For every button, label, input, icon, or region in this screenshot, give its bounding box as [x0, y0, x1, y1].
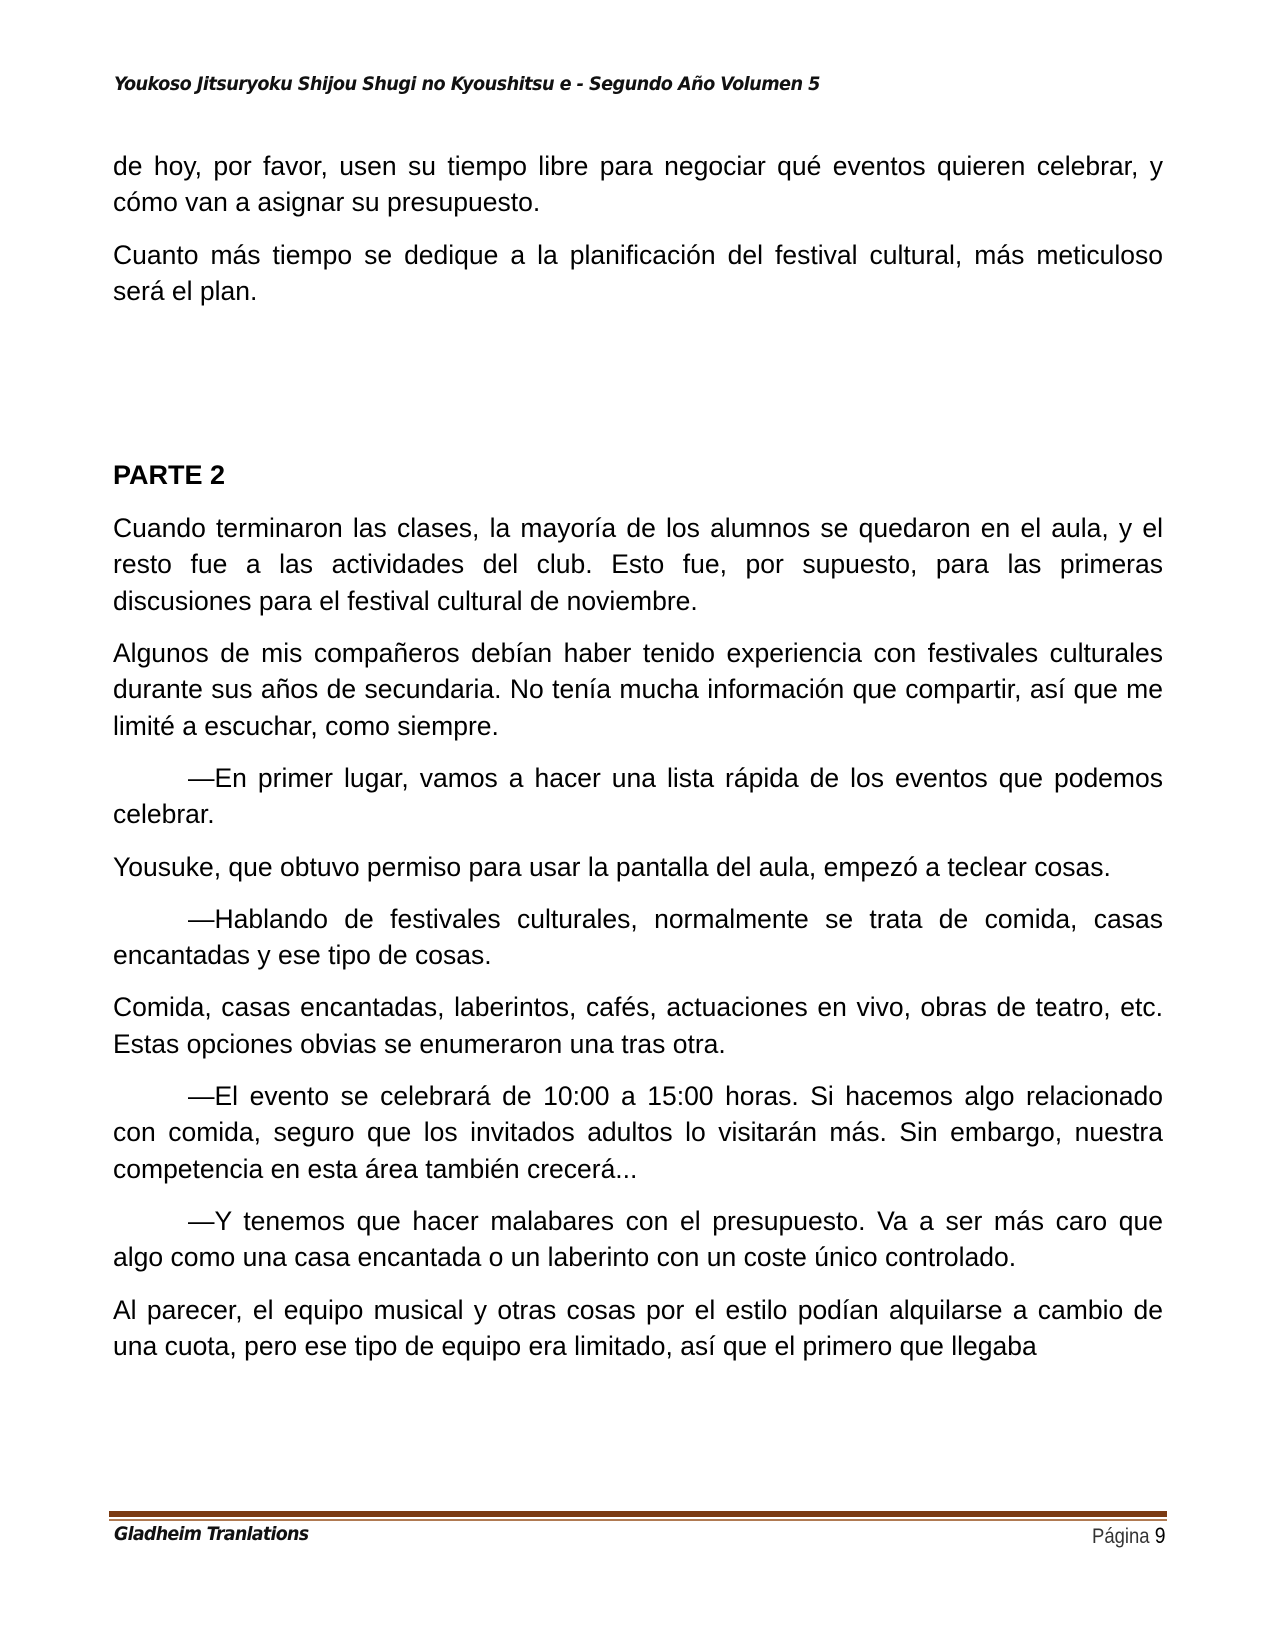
- page-number: 9: [1154, 1523, 1165, 1548]
- footer-credit: Gladheim Tranlations: [114, 1523, 309, 1545]
- dialogue-paragraph: —El evento se celebrará de 10:00 a 15:00 horas. Si hacemos algo relacionado con comida, seguro que los invitados adultos lo visitarán más. Sin embargo, nuestra competencia en esta área también crecerá...: [113, 1081, 1163, 1184]
- paragraph: Yousuke, que obtuvo permiso para usar la pantalla del aula, empezó a teclear cosas.: [113, 851, 1111, 882]
- paragraph: Cuando terminaron las clases, la mayoría de los alumnos se quedaron en el aula, y el resto fue a las actividades del club. Esto fue, por supuesto, para las primeras discusiones para el festival cultural de noviembre.: [113, 513, 1163, 616]
- paragraph: Cuanto más tiempo se dedique a la planificación del festival cultural, más meticuloso será el plan.: [113, 239, 1163, 306]
- paragraph: Algunos de mis compañeros debían haber tenido experiencia con festivales culturales durante sus años de secundaria. No tenía mucha información que compartir, así que me limité a escuchar, como siempre.: [113, 638, 1163, 741]
- page-number-label: [1092, 1523, 1165, 1549]
- dialogue-paragraph: —Hablando de festivales culturales, normalmente se trata de comida, casas encantadas y ese tipo de cosas.: [113, 903, 1163, 971]
- paragraph: de hoy, por favor, usen su tiempo libre para negociar qué eventos quieren celebrar, y cómo van a asignar su presupuesto.: [113, 151, 1163, 218]
- page-label: Página: [1091, 1525, 1150, 1548]
- dialogue-paragraph: —En primer lugar, vamos a hacer una lista rápida de los eventos que podemos celebrar.: [113, 762, 1163, 830]
- paragraph: Al parecer, el equipo musical y otras cosas por el estilo podían alquilarse a cambio de una cuota, pero ese tipo de equipo era limitado, así que el primero que llegaba: [113, 1294, 1163, 1361]
- section-break: [113, 325, 1163, 457]
- dialogue-paragraph: —Y tenemos que hacer malabares con el presupuesto. Va a ser más caro que algo como una casa encantada o un laberinto con un coste único controlado.: [113, 1205, 1163, 1273]
- running-header-title: Youkoso Jitsuryoku Shijou Shugi no Kyoushitsu e - Segundo Año Volumen 5: [114, 73, 820, 95]
- footer-divider: [109, 1511, 1167, 1521]
- footer-divider-thin: [109, 1519, 1167, 1521]
- page-body: [113, 148, 1163, 1380]
- section-heading: PARTE 2: [113, 460, 226, 491]
- paragraph: Comida, casas encantadas, laberintos, cafés, actuaciones en vivo, obras de teatro, etc. Estas opciones obvias se enumeraron una tras otra.: [113, 992, 1163, 1059]
